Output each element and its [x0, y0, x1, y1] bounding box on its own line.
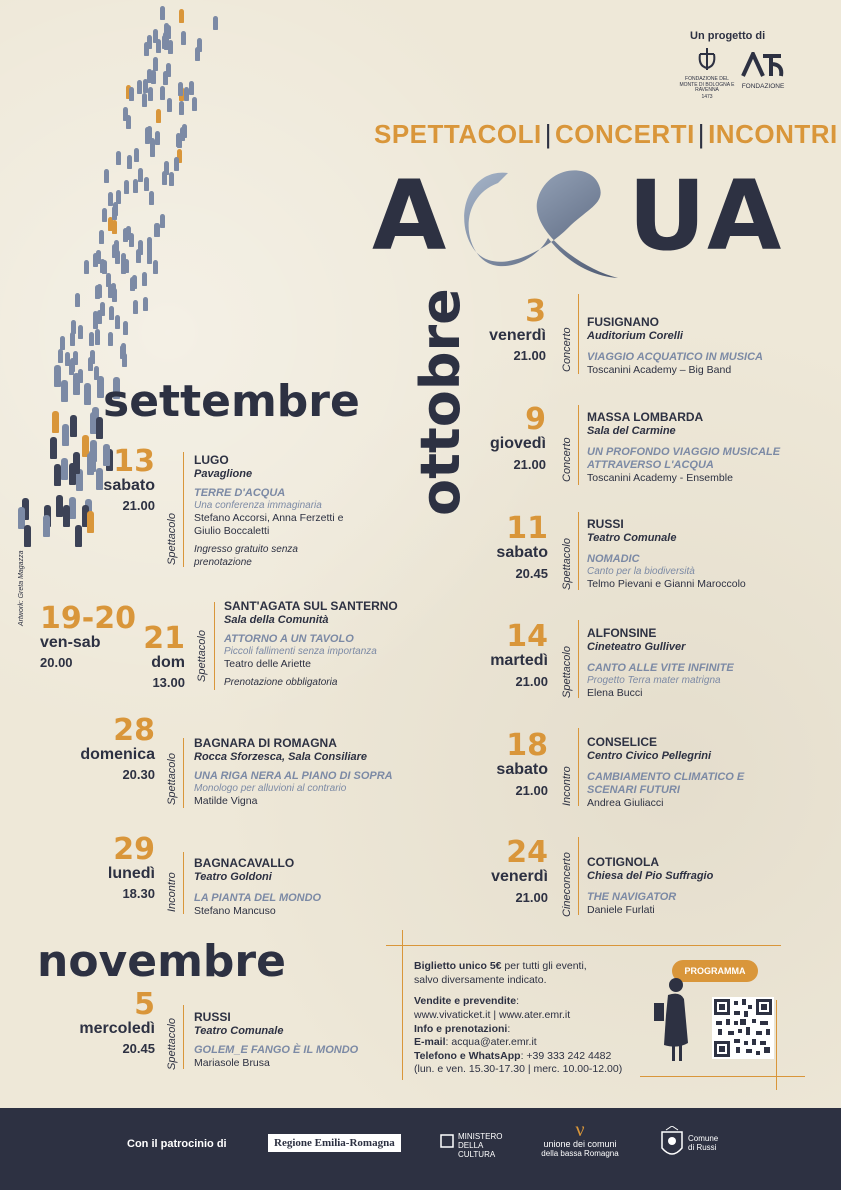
water-drop-logo-icon: [448, 158, 633, 288]
person-figure: [149, 191, 154, 205]
date-block: 24 venerdì 21.00: [491, 835, 548, 905]
event-type: Spettacolo: [561, 646, 573, 698]
person-figure: [147, 126, 152, 140]
event-type: Spettacolo: [166, 753, 178, 805]
person-figure: [169, 172, 174, 186]
person-figure: [115, 250, 120, 264]
comune-crest-icon: [660, 1126, 684, 1162]
person-figure: [160, 6, 165, 20]
person-figure: [78, 369, 83, 383]
date-block: 3 venerdì 21.00: [489, 294, 546, 363]
divider: [214, 602, 215, 690]
person-figure: [148, 87, 153, 101]
date-block: 9 giovedì 21.00: [489, 402, 546, 472]
person-figure: [108, 332, 113, 346]
date-block: 21 dom 13.00: [143, 621, 185, 690]
patron-label: Con il patrocinio di: [127, 1138, 227, 1150]
monte-emblem-icon: [696, 46, 718, 72]
person-figure: [160, 214, 165, 228]
person-figure: [96, 250, 101, 264]
person-figure: [192, 97, 197, 111]
person-figure: [179, 9, 184, 23]
person-figure: [102, 208, 107, 222]
divider: [578, 620, 579, 698]
person-figure: [112, 288, 117, 302]
person-figure: [122, 353, 127, 367]
person-figure: [24, 525, 31, 547]
email-link[interactable]: : acqua@ater.emr.it: [445, 1036, 537, 1049]
info-frame-left: [402, 930, 403, 1080]
person-figure: [133, 300, 138, 314]
person-figure: [189, 81, 194, 95]
person-figure: [133, 179, 138, 193]
person-figure: [181, 31, 186, 45]
sponsor-footer: Con il patrocinio di Regione Emilia-Romagna MINISTERO DELLA CULTURA ν unione dei comuni della bassa Romagna Comune di Russi: [0, 1108, 841, 1190]
subtitle: SPETTACOLI | CONCERTI | INCONTRI: [374, 119, 838, 149]
person-figure: [71, 320, 76, 334]
event-details: FUSIGNANO Auditorium Corelli VIAGGIO ACQUATICO IN MUSICA Toscanini Academy – Big Band: [587, 315, 763, 377]
event-details: MASSA LOMBARDA Sala del Carmine UN PROFONDO VIAGGIO MUSICALE ATTRAVERSO L'ACQUA Toscanini Academy - Ensemble: [587, 410, 781, 485]
date-block: 18 sabato 21.00: [496, 728, 548, 798]
event-type: Spettacolo: [561, 538, 573, 590]
date-block: 5 mercoledì 20.45: [79, 987, 155, 1056]
event-details: BAGNARA DI ROMAGNA Rocca Sforzesca, Sala Consiliare UNA RIGA NERA AL PIANO DI SOPRA Monologo per alluvioni al contrario Matilde Vigna: [194, 736, 393, 808]
date-block: 28 domenica 20.30: [80, 713, 155, 782]
person-figure: [95, 329, 100, 343]
person-figure: [123, 321, 128, 335]
unione-emblem-icon: ν: [575, 1119, 585, 1141]
person-figure: [60, 336, 65, 350]
person-figure: [108, 284, 113, 298]
person-figure: [123, 107, 128, 121]
person-figure: [132, 275, 137, 289]
event-details: ALFONSINE Cineteatro Gulliver CANTO ALLE VITE INFINITE Progetto Terra mater matrigna Elena Bucci: [587, 626, 734, 700]
qr-code[interactable]: [712, 997, 774, 1059]
person-figure: [178, 82, 183, 96]
qr-code-icon: [712, 997, 774, 1059]
person-figure: [137, 80, 142, 94]
person-figure: [84, 383, 91, 405]
person-figure: [50, 437, 57, 459]
person-figure: [195, 47, 200, 61]
divider: [578, 405, 579, 485]
date-block: 19-20 ven-sab 20.00: [40, 601, 136, 670]
person-figure: [153, 57, 158, 71]
info-frame-bottom: [640, 1076, 805, 1077]
info-frame-top: [386, 945, 781, 946]
person-figure: [89, 332, 94, 346]
person-figure: [58, 349, 63, 363]
person-figure: [155, 131, 160, 145]
month-settembre: settembre: [103, 376, 360, 427]
date-block: 13 sabato 21.00: [103, 444, 155, 513]
person-figure: [99, 230, 104, 244]
divider: [578, 837, 579, 915]
month-ottobre: ottobre: [409, 288, 472, 516]
person-figure: [166, 25, 171, 39]
person-figure: [84, 260, 89, 274]
person-figure: [138, 241, 143, 255]
person-figure: [116, 190, 121, 204]
person-figure: [163, 71, 168, 85]
regione-logo: Regione Emilia-Romagna: [268, 1134, 401, 1152]
person-figure: [75, 293, 80, 307]
person-figure: [70, 415, 77, 437]
person-figure: [93, 311, 98, 325]
event-type: Concerto: [561, 437, 573, 482]
person-figure: [61, 380, 68, 402]
divider: [183, 738, 184, 808]
person-figure: [147, 35, 152, 49]
person-figure: [109, 306, 114, 320]
divider: [578, 728, 579, 806]
event-type: Spettacolo: [196, 630, 208, 682]
person-figure: [126, 226, 131, 240]
person-figure: [90, 350, 95, 364]
person-figure: [162, 171, 167, 185]
person-figure: [154, 223, 159, 237]
person-figure: [102, 260, 107, 274]
date-block: 11 sabato 20.45: [496, 511, 548, 581]
info-frame-right: [776, 1000, 777, 1090]
person-figure: [134, 148, 139, 162]
date-block: 29 lunedì 18.30: [107, 832, 155, 901]
person-figure: [174, 157, 179, 171]
event-type: Spettacolo: [166, 513, 178, 565]
sales-links[interactable]: www.vivaticket.it | www.ater.emr.it: [414, 1008, 571, 1021]
fondazione-monte-logo: FONDAZIONE DEL MONTE DI BOLOGNA E RAVENNA 1473: [676, 46, 738, 100]
person-figure: [124, 180, 129, 194]
person-figure: [153, 260, 158, 274]
person-figure: [142, 93, 147, 107]
person-figure: [43, 515, 50, 537]
person-figure: [78, 325, 83, 339]
person-figure: [182, 124, 187, 138]
event-details: COTIGNOLA Chiesa del Pio Suffragio THE NAVIGATOR Daniele Furlati: [587, 855, 714, 917]
person-figure: [142, 272, 147, 286]
person-figure: [94, 366, 99, 380]
fondazione-ater-logo: FONDAZIONE: [738, 52, 788, 90]
person-figure: [95, 285, 100, 299]
page-title: A: [372, 160, 451, 272]
page-title-tail: UA: [628, 160, 786, 272]
event-details: CONSELICE Centro Civico Pellegrini CAMBIAMENTO CLIMATICO E SCENARI FUTURI Andrea Giuliacci: [587, 735, 745, 810]
event-type: Cineconcerto: [561, 852, 573, 917]
person-figure: [104, 169, 109, 183]
person-figure: [115, 315, 120, 329]
person-figure: [121, 260, 126, 274]
divider: [183, 1005, 184, 1069]
divider: [183, 852, 184, 914]
person-figure: [100, 302, 105, 316]
date-block: 14 martedì 21.00: [490, 619, 548, 689]
person-figure: [129, 87, 134, 101]
person-figure: [127, 155, 132, 169]
person-figure: [143, 297, 148, 311]
person-figure: [213, 16, 218, 30]
person-figure: [112, 220, 117, 234]
person-figure: [87, 511, 94, 533]
comune-russi-logo: Comune di Russi: [660, 1126, 684, 1167]
person-figure: [138, 168, 143, 182]
person-figure: [108, 192, 113, 206]
person-figure: [144, 177, 149, 191]
event-details: LUGO Pavaglione TERRE D'ACQUA Una conferenza immaginaria Stefano Accorsi, Anna Ferzetti e Giulio Boccaletti Ingresso gratuito senza prenotazione: [194, 453, 344, 568]
ater-logo-icon: [741, 52, 785, 78]
woman-figure-icon: [650, 975, 695, 1065]
event-type: Incontro: [561, 766, 573, 806]
person-figure: [116, 151, 121, 165]
person-figure: [112, 206, 117, 220]
event-type: Incontro: [166, 872, 178, 912]
divider: [183, 452, 184, 567]
ministero-emblem-icon: [440, 1134, 454, 1148]
event-type: Spettacolo: [166, 1018, 178, 1070]
project-label: Un progetto di: [690, 30, 766, 42]
event-details: SANT'AGATA SUL SANTERNO Sala della Comunità ATTORNO A UN TAVOLO Piccoli fallimenti senza importanza Teatro delle Ariette Prenotazione obbligatoria: [224, 599, 398, 689]
person-figure: [167, 98, 172, 112]
divider: [578, 512, 579, 590]
person-figure: [151, 70, 156, 84]
programma-badge[interactable]: PROGRAMMA: [672, 960, 758, 982]
artwork-credit: Artwork: Greta Magazza: [18, 550, 25, 626]
person-figure: [156, 109, 161, 123]
event-details: RUSSI Teatro Comunale NOMADIC Canto per la biodiversità Telmo Pievani e Gianni Maroccolo: [587, 517, 746, 591]
person-figure: [147, 242, 152, 256]
event-details: RUSSI Teatro Comunale GOLEM_E FANGO È IL MONDO Mariasole Brusa: [194, 1010, 359, 1070]
event-details: BAGNACAVALLO Teatro Goldoni LA PIANTA DEL MONDO Stefano Mancuso: [194, 856, 322, 918]
person-figure: [52, 411, 59, 433]
person-figure: [156, 39, 161, 53]
person-figure: [73, 351, 78, 365]
person-figure: [160, 86, 165, 100]
person-figure: [62, 424, 69, 446]
month-novembre: novembre: [37, 936, 286, 987]
event-type: Concerto: [561, 327, 573, 372]
divider: [578, 294, 579, 374]
ticket-info: Biglietto unico 5€ per tutti gli eventi, salvo diversamente indicato. Vendite e prevendite: www.vivaticket.it | www.ater.emr.it Info e prenotazioni: E-mail: acqua@ater.emr.it Telefono e WhatsApp: +39 333 242 4482 (lun. e ven. 15.30-17.30 | merc. 10.00-12.00): [414, 960, 654, 1077]
person-figure: [75, 525, 82, 547]
person-figure: [179, 101, 184, 115]
unione-comuni-logo: ν unione dei comuni della bassa Romagna: [535, 1120, 625, 1159]
